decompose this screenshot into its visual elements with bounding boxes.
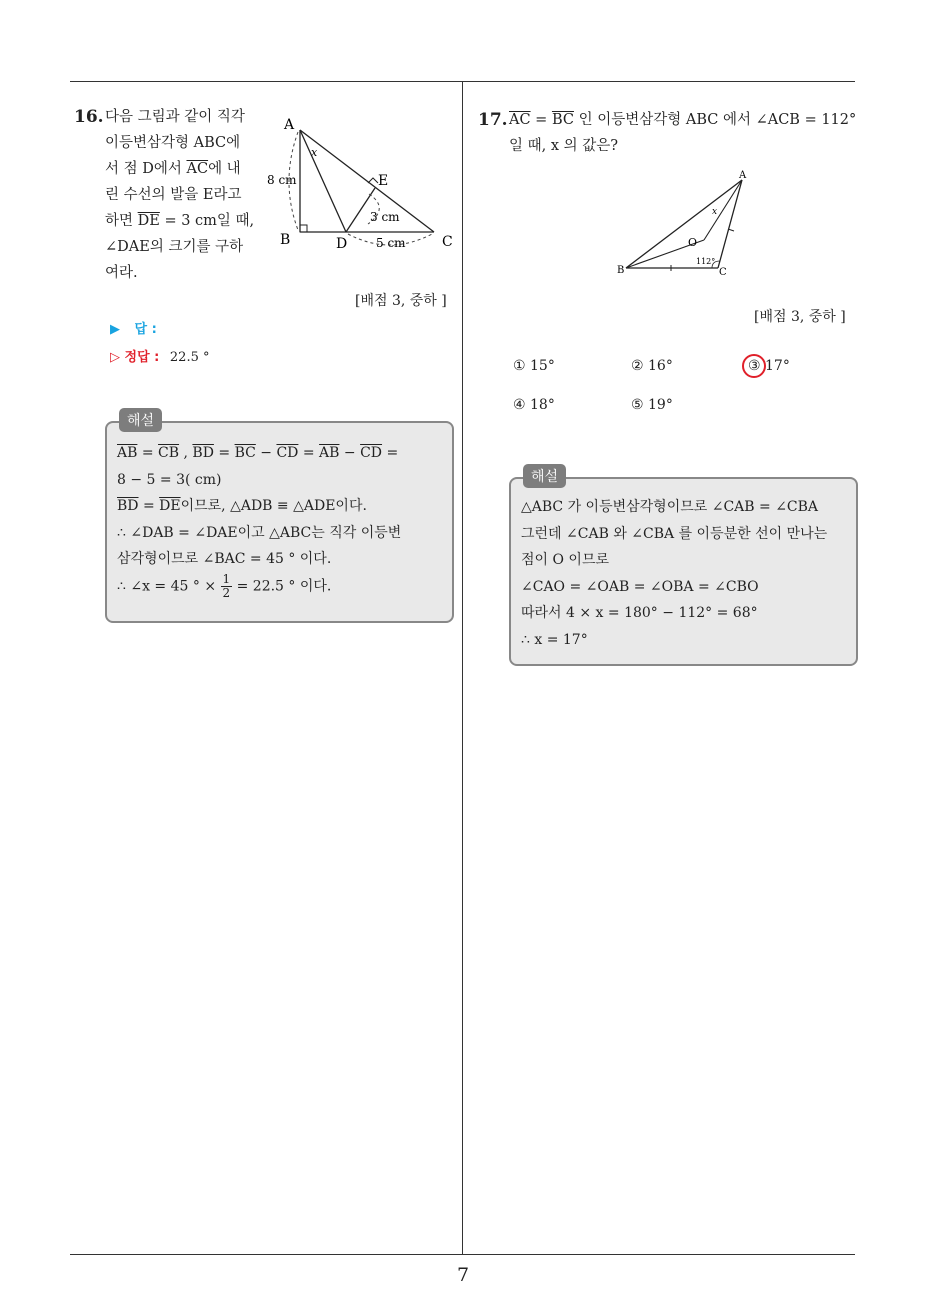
q17-text xyxy=(509,107,856,159)
q16-correct-row xyxy=(110,346,209,365)
q16-text xyxy=(105,104,254,286)
segment-ac: $\overline{AC}$ xyxy=(509,112,531,128)
label-a: A xyxy=(739,170,747,181)
label-d: D xyxy=(336,236,348,252)
explain-line: 8 − 5 = 3( cm) xyxy=(117,471,222,488)
equals-sign: = xyxy=(530,112,552,128)
correct-triangle-icon: ▷ xyxy=(110,350,120,365)
answer-label: 답 : xyxy=(134,322,157,337)
q16-line: 서 점 D에서 $\overline{AC}$에 내 xyxy=(105,161,241,177)
q16-score: [배점 3, 중하 ] xyxy=(355,293,447,309)
explain-line: $\overline{AB} = \overline{CB}$ , $\overline{BD} = \overline{BC} - \overline{CD} = \overline{AB} - \overline{CD}$ = xyxy=(117,445,399,461)
explain-line: 그런데 ∠CAB 와 ∠CBA 를 이등분한 선이 만나는 xyxy=(521,525,828,542)
explain-fragment: = 22.5 ° 이다. xyxy=(236,578,332,594)
label-c: C xyxy=(719,267,727,278)
q16-line: 다음 그림과 같이 직각 xyxy=(105,109,245,125)
choice-1[interactable]: ① 15° xyxy=(513,358,555,374)
q17-explanation-body xyxy=(521,494,851,653)
q16-line: 하면 $\overline{DE} = 3$ cm일 때, xyxy=(105,213,255,229)
q16-line: ∠DAE의 크기를 구하 xyxy=(105,239,244,255)
q16-triangle-figure xyxy=(262,112,462,252)
choice-5[interactable]: ⑤ 19° xyxy=(631,397,673,413)
q17-explanation-tag: 해설 xyxy=(523,464,566,488)
column-divider xyxy=(462,82,463,1254)
label-e: E xyxy=(378,173,389,189)
q16-explanation-body xyxy=(117,440,447,600)
explain-line: ∠CAO = ∠OAB = ∠OBA = ∠CBO xyxy=(521,578,759,595)
label-112: 112° xyxy=(696,257,716,266)
correct-label: 정답 : xyxy=(124,350,160,365)
fraction xyxy=(221,573,233,600)
fraction-numerator: 1 xyxy=(222,571,231,586)
selected-answer-circle-icon xyxy=(742,354,766,378)
q17-line: 일 때, x 의 값은? xyxy=(509,138,619,154)
label-o: O xyxy=(688,236,698,249)
choice-4[interactable]: ④ 18° xyxy=(513,397,555,413)
explain-line: 점이 O 이므로 xyxy=(521,552,609,568)
segment-bc: $\overline{BC}$ xyxy=(551,112,574,128)
page-number: 7 xyxy=(456,1264,470,1286)
explain-line: 삼각형이므로 ∠BAC = 45 ° 이다. xyxy=(117,551,332,567)
q17-triangle-figure xyxy=(612,168,762,280)
q16-number: 16. xyxy=(74,107,104,127)
bottom-rule xyxy=(70,1254,855,1255)
label-x: x xyxy=(712,207,718,217)
explain-fragment: ∴ ∠x = 45 ° × xyxy=(117,578,217,594)
q16-answer-row xyxy=(110,318,157,337)
label-x: x xyxy=(311,146,318,159)
explain-line: $\overline{BD} = \overline{DE}$이므로, △ADB ≡ △ADE이다. xyxy=(117,498,367,514)
explain-line: △ABC 가 이등변삼각형이므로 ∠CAB = ∠CBA xyxy=(521,499,819,515)
choice-2[interactable]: ② 16° xyxy=(631,358,673,374)
label-3cm: 3 cm xyxy=(370,210,400,224)
q17-number: 17. xyxy=(478,110,508,130)
label-c: C xyxy=(442,234,453,250)
label-8cm: 8 cm xyxy=(267,173,297,187)
q17-line-rest: 인 이등변삼각형 ABC 에서 ∠ACB = 112° xyxy=(573,112,857,128)
explain-line: ∴ ∠DAB = ∠DAE이고 △ABC는 직각 이등변 xyxy=(117,524,402,541)
label-a: A xyxy=(284,117,295,133)
q16-line: 이등변삼각형 ABC에 xyxy=(105,135,241,151)
explain-line xyxy=(117,573,447,600)
explain-line: ∴ x = 17° xyxy=(521,631,588,648)
q16-line: 여라. xyxy=(105,265,138,281)
label-b: B xyxy=(280,232,291,248)
q17-score: [배점 3, 중하 ] xyxy=(754,309,846,325)
answer-triangle-icon: ▶ xyxy=(110,322,120,337)
label-5cm: 5 cm xyxy=(376,236,406,250)
fraction-denominator: 2 xyxy=(222,585,231,600)
q17-line xyxy=(509,107,856,133)
label-b: B xyxy=(617,265,625,276)
q16-explanation-tag: 해설 xyxy=(119,408,162,432)
q16-line: 린 수선의 발을 E라고 xyxy=(105,187,242,203)
explain-line: 따라서 4 × x = 180° − 112° = 68° xyxy=(521,605,758,621)
choice-3[interactable]: ③ 17° xyxy=(748,358,790,374)
correct-value: 22.5 ° xyxy=(169,350,210,365)
